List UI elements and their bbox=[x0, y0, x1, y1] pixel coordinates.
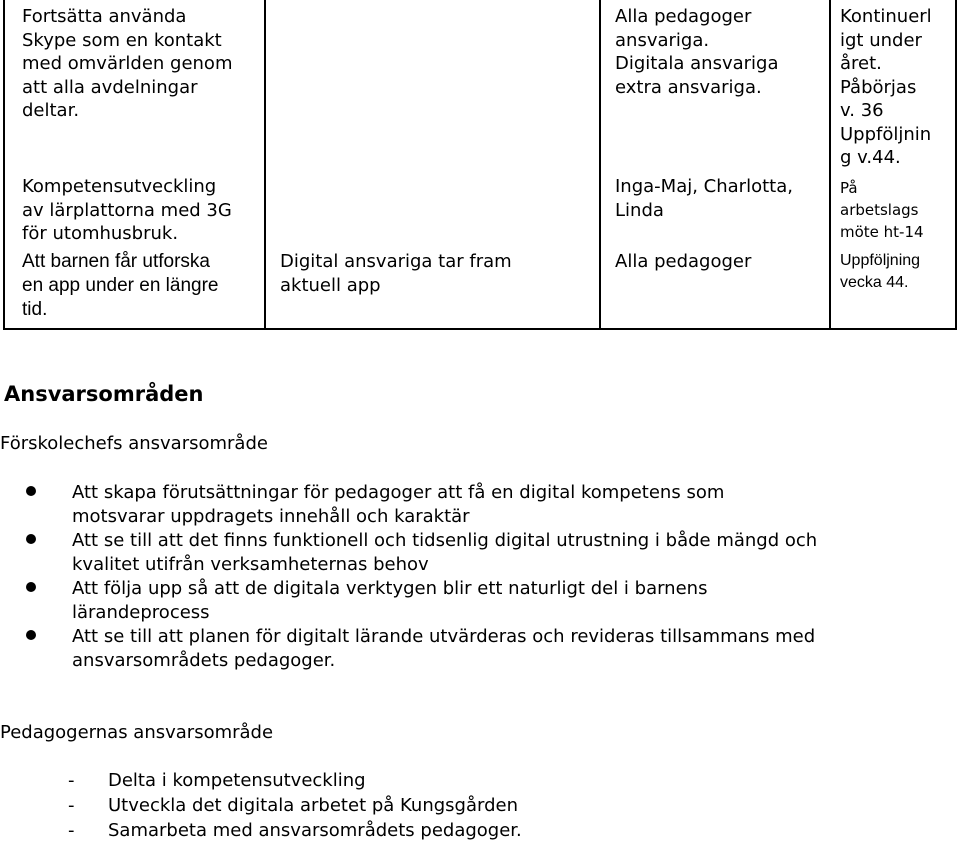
table-cell-responsible bbox=[615, 5, 827, 99]
cell-line: Kompetensutveckling bbox=[22, 176, 217, 197]
cell-line: Alla pedagoger bbox=[615, 6, 752, 27]
cell-line: extra ansvariga. bbox=[615, 76, 762, 98]
cell-line: deltar. bbox=[22, 100, 80, 121]
list-item-line: Att skapa förutsättningar för pedagoger att få en digital kompetens som bbox=[72, 482, 725, 503]
cell-line: Skype som en kontakt bbox=[22, 29, 222, 51]
table-divider-1 bbox=[264, 0, 266, 330]
bullet-icon bbox=[26, 582, 36, 592]
cell-line: Påbörjas bbox=[840, 76, 917, 98]
cell-line: igt under bbox=[840, 29, 922, 51]
table-border-bottom bbox=[3, 328, 957, 330]
list-item bbox=[0, 793, 522, 818]
plan-table bbox=[0, 0, 960, 330]
cell-line: ansvariga. bbox=[615, 29, 710, 51]
cell-line: med omvärlden genom bbox=[22, 53, 233, 74]
table-divider-2 bbox=[599, 0, 601, 330]
list-item bbox=[0, 768, 522, 793]
bullet-icon bbox=[26, 486, 36, 496]
list-item bbox=[0, 625, 892, 672]
table-cell-activity bbox=[22, 5, 262, 123]
cell-line: arbetslags bbox=[840, 201, 919, 219]
cell-line: Alla pedagoger bbox=[615, 251, 752, 272]
list-item-line: motsvarar uppdragets innehåll och karaktär bbox=[72, 505, 470, 527]
list-item-text: Delta i kompetensutveckling bbox=[108, 770, 366, 791]
table-divider-3 bbox=[829, 0, 831, 330]
cell-line: att alla avdelningar bbox=[22, 76, 198, 98]
table-cell-activity bbox=[22, 250, 262, 322]
list-item-text: Samarbeta med ansvarsområdets pedagoger. bbox=[108, 820, 522, 841]
dash-marker: - bbox=[68, 795, 75, 816]
cell-line: På bbox=[840, 179, 858, 197]
table-border-left bbox=[3, 0, 5, 330]
cell-line: Kontinuerl bbox=[840, 6, 932, 27]
table-cell-activity bbox=[22, 175, 262, 246]
list-item-line: kvalitet utifrån verksamheternas behov bbox=[72, 553, 429, 575]
list-item bbox=[0, 577, 892, 624]
cell-line: en app under en längre bbox=[22, 275, 219, 296]
list-item-line: Att följa upp så att de digitala verktygen blir ett naturligt del i barnens bbox=[72, 578, 708, 599]
cell-line: av lärplattorna med 3G bbox=[22, 199, 232, 221]
cell-line: tid. bbox=[22, 299, 48, 320]
cell-line: Digital ansvariga tar fram bbox=[280, 251, 512, 272]
cell-line: Uppföljning bbox=[840, 252, 921, 269]
subsection-title-teachers: Pedagogernas ansvarsområde bbox=[0, 722, 274, 743]
list-item-line: Att se till att det finns funktionell och tidsenlig digital utrustning i både mängd och bbox=[72, 530, 818, 551]
cell-line: Inga-Maj, Charlotta, bbox=[615, 176, 793, 197]
table-cell-responsible bbox=[615, 250, 827, 274]
list-item bbox=[0, 529, 892, 576]
table-border-right bbox=[955, 0, 957, 330]
list-item bbox=[0, 818, 522, 843]
cell-line: för utomhusbruk. bbox=[22, 223, 179, 244]
dash-marker: - bbox=[68, 770, 75, 791]
subsection-title-principal: Förskolechefs ansvarsområde bbox=[0, 433, 268, 454]
list-item-text: Utveckla det digitala arbetet på Kungsgården bbox=[108, 795, 519, 816]
cell-line: Digitala ansvariga bbox=[615, 53, 779, 74]
cell-line: året. bbox=[840, 53, 882, 74]
cell-line: Att barnen får utforska bbox=[22, 251, 210, 272]
table-cell-responsible bbox=[615, 175, 827, 222]
section-heading: Ansvarsområden bbox=[4, 382, 204, 406]
cell-line: vecka 44. bbox=[840, 274, 909, 291]
list-item-line: lärandeprocess bbox=[72, 601, 210, 623]
cell-line: aktuell app bbox=[280, 274, 381, 296]
cell-line: Linda bbox=[615, 199, 664, 221]
dash-marker: - bbox=[68, 820, 75, 841]
principal-responsibilities-list bbox=[0, 481, 960, 673]
list-item bbox=[0, 481, 892, 528]
cell-line: Uppföljnin bbox=[840, 123, 932, 145]
cell-line: Fortsätta använda bbox=[22, 6, 187, 27]
bullet-icon bbox=[26, 630, 36, 640]
table-cell-timeline bbox=[840, 250, 954, 294]
table-cell-timeline bbox=[840, 177, 954, 243]
teacher-responsibilities-list bbox=[0, 768, 522, 843]
table-cell-timeline bbox=[840, 5, 954, 170]
cell-line: v. 36 bbox=[840, 100, 884, 121]
table-cell-action bbox=[280, 250, 598, 297]
list-item-line: Att se till att planen för digitalt lärande utvärderas och revideras tillsammans med bbox=[72, 626, 816, 647]
cell-line: möte ht-14 bbox=[840, 223, 924, 241]
list-item-line: ansvarsområdets pedagoger. bbox=[72, 649, 336, 671]
bullet-icon bbox=[26, 534, 36, 544]
cell-line: g v.44. bbox=[840, 147, 901, 168]
